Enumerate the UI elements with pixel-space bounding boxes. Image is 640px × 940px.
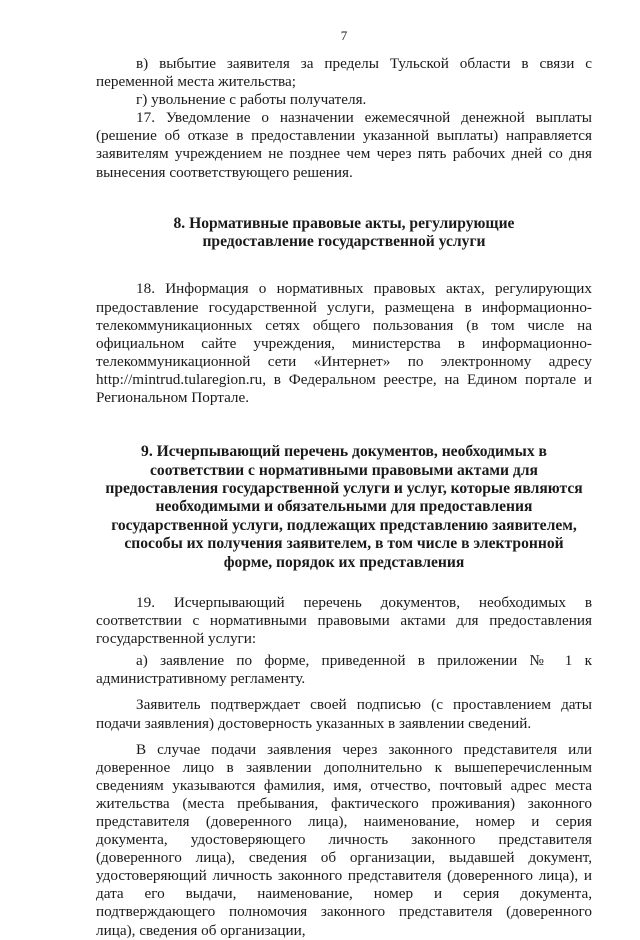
paragraph-representative: В случае подачи заявления через законного представителя или доверенное лицо в заявлении дополнительно к вышеперечисленным сведениям указываются фамилия, имя, отчество, почтовый адрес места жительства (места пребывания, фактического проживания) законного представителя (доверенного лица), наименование, номер и серия документа, удостоверяющего личность законного представителя (доверенного лица), сведения об организации, выдавшей документ, удостоверяющий личность законного представителя (доверенного лица), и дата его выдачи, наименование, номер и серия документа, подтверждающего полномочия законного представителя (доверенного лица), сведения об организации, [96,740,592,939]
paragraph-item-19a: а) заявление по форме, приведенной в приложении № 1 к административному регламенту. [96,652,592,688]
document-body [96,55,592,940]
section-heading-9: 9. Исчерпывающий перечень документов, необходимых в соответствии с нормативными правовыми актами для предоставления государственной услуги и услуг, которые являются необходимыми и обязательными для предоставления государственной услуги, подлежащих представлению заявителем, способы их получения заявителем, в том числе в электронной форме, порядок их представления [105,443,583,571]
section-heading-8: 8. Нормативные правовые акты, регулирующие предоставление государственной услуги [173,214,515,251]
paragraph-item-18: 18. Информация о нормативных правовых актах, регулирующих предоставление государственной услуги, размещена в информационно-телекоммуникационных сетях общего пользования (в том числе на официальном сайте учреждения, министерства в информационно-телекоммуникационной сети «Интернет» по электронному адресу http://mintrud.tularegion.ru, в Федеральном реестре, на Едином портале и Региональном Портале. [96,280,592,407]
page-number: 7 [340,28,348,43]
paragraph-item-17: 17. Уведомление о назначении ежемесячной денежной выплаты (решение об отказе в предоставлении указанной выплаты) направляется заявителям учреждением не позднее чем через пять рабочих дней со дня вынесения соответствующего решения. [96,109,592,181]
paragraph-item-g: г) увольнение с работы получателя. [136,91,367,109]
document-page [96,0,592,939]
paragraph-item-v: в) выбытие заявителя за пределы Тульской области в связи с переменной места жительства; [96,55,592,91]
paragraph-signature: Заявитель подтверждает своей подписью (с проставлением даты подачи заявления) достоверность указанных в заявлении сведений. [96,696,592,732]
paragraph-item-19: 19. Исчерпывающий перечень документов, необходимых в соответствии с нормативными правовыми актами для предоставления государственной услуги: [96,593,592,648]
